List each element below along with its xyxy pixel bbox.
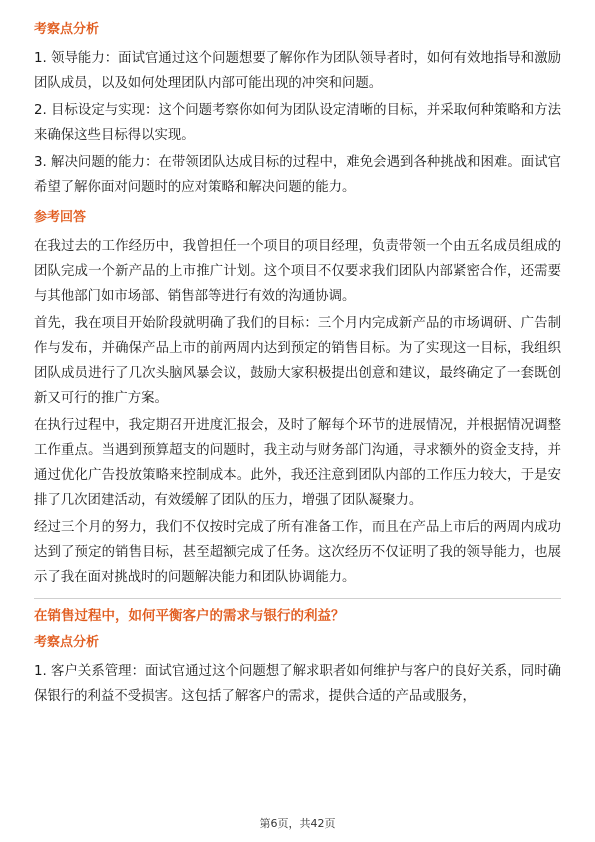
section-label-analysis: 考察点分析 xyxy=(34,635,100,650)
section-label-answer: 参考回答 xyxy=(34,210,87,225)
analysis-item: 2. 目标设定与实现：这个问题考察你如何为团队设定清晰的目标，并采取何种策略和方法来确保这些目标得以实现。 xyxy=(34,103,561,143)
question-title: 在销售过程中，如何平衡客户的需求与银行的利益？ xyxy=(34,608,345,624)
answer-paragraph: 首先，我在项目开始阶段就明确了我们的目标：三个月内完成新产品的市场调研、广告制作与发布，并确保产品上市的前两周内达到预定的销售目标。为了实现这一目标，我组织团队成员进行了几次头脑风暴会议，鼓励大家积极提出创意和建议，最终确定了一套既创新又可行的推广方案。 xyxy=(34,316,561,406)
section-divider xyxy=(34,598,561,599)
section-label-analysis: 考察点分析 xyxy=(34,22,100,37)
analysis-item: 3. 解决问题的能力：在带领团队达成目标的过程中，难免会遇到各种挑战和困难。面试官希望了解你面对问题时的应对策略和解决问题的能力。 xyxy=(34,155,561,195)
answer-paragraph: 在执行过程中，我定期召开进度汇报会，及时了解每个环节的进展情况，并根据情况调整工作重点。当遇到预算超支的问题时，我主动与财务部门沟通，寻求额外的资金支持，并通过优化广告投放策略来控制成本。此外，我还注意到团队内部的工作压力较大，于是安排了几次团建活动，有效缓解了团队的压力，增强了团队凝聚力。 xyxy=(34,418,561,508)
analysis-item: 1. 领导能力：面试官通过这个问题想要了解你作为团队领导者时，如何有效地指导和激励团队成员，以及如何处理团队内部可能出现的冲突和问题。 xyxy=(34,51,561,91)
document-page xyxy=(34,20,561,711)
answer-paragraph: 在我过去的工作经历中，我曾担任一个项目的项目经理，负责带领一个由五名成员组成的团队完成一个新产品的上市推广计划。这个项目不仅要求我们团队内部紧密合作，还需要与其他部门如市场部、销售部等进行有效的沟通协调。 xyxy=(34,239,561,304)
analysis-item: 1. 客户关系管理：面试官通过这个问题想了解求职者如何维护与客户的良好关系，同时确保银行的利益不受损害。这包括了解客户的需求，提供合适的产品或服务， xyxy=(34,664,561,704)
answer-paragraph: 经过三个月的努力，我们不仅按时完成了所有准备工作，而且在产品上市后的两周内成功达到了预定的销售目标，甚至超额完成了任务。这次经历不仅证明了我的领导能力，也展示了我在面对挑战时的问题解决能力和团队协调能力。 xyxy=(34,520,561,585)
page-number: 第6页，共42页 xyxy=(259,817,336,830)
